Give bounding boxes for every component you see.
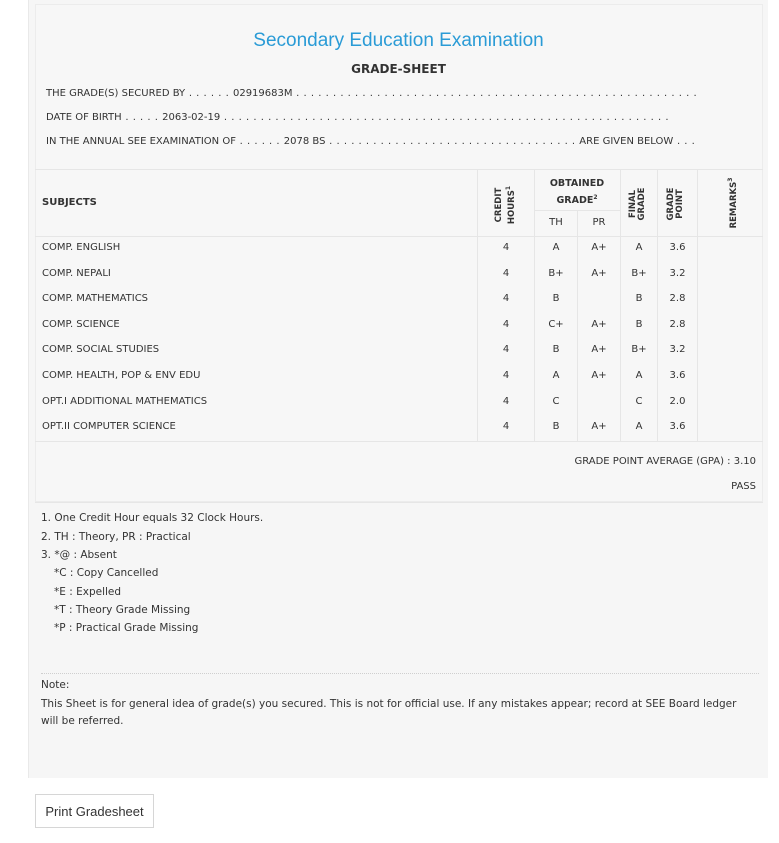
- cell-th: A: [552, 370, 560, 381]
- subjects-header: SUBJECTS: [42, 197, 97, 208]
- dob-label: DATE OF BIRTH: [46, 112, 122, 123]
- cell-credit: 4: [502, 396, 510, 407]
- credit-hours-header: [495, 178, 515, 232]
- result-status: PASS: [731, 481, 756, 492]
- exam-label: IN THE ANNUAL SEE EXAMINATION OF: [46, 136, 236, 147]
- cell-th: C+: [548, 319, 564, 330]
- subject-name: OPT.I ADDITIONAL MATHEMATICS: [42, 396, 208, 407]
- table-bottom-border: [35, 441, 763, 442]
- header-bottom-border: [35, 236, 763, 237]
- cell-credit: 4: [502, 268, 510, 279]
- th-header: TH: [549, 217, 563, 228]
- final-header-line2: GRADE: [637, 187, 647, 221]
- cell-final: B+: [631, 268, 647, 279]
- credit-header-line2-text: HOURS: [506, 190, 517, 225]
- subject-name: COMP. NEPALI: [42, 268, 111, 279]
- cell-gp: 3.6: [669, 370, 686, 381]
- gp-header-line2: POINT: [675, 189, 685, 219]
- cell-th: C: [552, 396, 560, 407]
- cell-th: B: [552, 293, 560, 304]
- remarks-header-text: REMARKS: [728, 181, 739, 229]
- legend-item: *T : Theory Grade Missing: [54, 604, 191, 616]
- obtained-header-line2-text: GRADE: [556, 195, 594, 207]
- cell-gp: 2.0: [669, 396, 686, 407]
- col-divider: [697, 169, 698, 441]
- subject-name: COMP. HEALTH, POP & ENV EDU: [42, 370, 201, 381]
- obtained-header-line1: OBTAINED: [549, 178, 605, 189]
- cell-credit: 4: [502, 242, 510, 253]
- secured-by-line: THE GRADE(S) SECURED BY . . . . . . 02919683M . . . . . . . . . . . . . . . . . . . . . . . . . . . . . . . . . . . . . . . . . . . . . . . . . . . . . . .: [46, 88, 698, 99]
- exam-year: 2078 BS: [283, 136, 326, 147]
- cell-th: A: [552, 242, 560, 253]
- obtained-header: [535, 177, 619, 208]
- cell-gp: 3.2: [669, 344, 686, 355]
- cell-final: A: [635, 421, 643, 432]
- final-grade-header: [629, 177, 649, 231]
- legend-item: *C : Copy Cancelled: [54, 567, 159, 579]
- grade-point-header: [667, 177, 687, 231]
- remarks-sup: 3: [727, 177, 734, 182]
- cell-pr: A+: [591, 421, 607, 432]
- gradesheet-panel: [28, 0, 768, 778]
- remarks-header: [726, 170, 738, 236]
- cell-th: B+: [548, 268, 564, 279]
- subject-name: COMP. MATHEMATICS: [42, 293, 149, 304]
- sheet-subtitle: GRADE-SHEET: [351, 62, 446, 76]
- print-gradesheet-button[interactable]: Print Gradesheet: [35, 794, 154, 828]
- credit-sup: 1: [505, 185, 512, 191]
- cell-final: A: [635, 242, 643, 253]
- subject-name: COMP. SOCIAL STUDIES: [42, 344, 160, 355]
- cell-credit: 4: [502, 319, 510, 330]
- cell-pr: A+: [591, 268, 607, 279]
- cell-final: C: [635, 396, 643, 407]
- legend-top-border: [35, 502, 763, 503]
- exam-title: Secondary Education Examination: [253, 30, 544, 51]
- cell-gp: 3.2: [669, 268, 686, 279]
- subject-name: COMP. ENGLISH: [42, 242, 121, 253]
- secured-by-label: THE GRADE(S) SECURED BY: [46, 88, 186, 99]
- gpa-value: 3.10: [733, 456, 756, 467]
- cell-pr: A+: [591, 242, 607, 253]
- final-header-line1: FINAL: [628, 189, 638, 219]
- gpa-line: [574, 456, 756, 467]
- legend-item: 3. *@ : Absent: [41, 549, 117, 561]
- cell-pr: A+: [591, 370, 607, 381]
- legend-item: *E : Expelled: [54, 586, 122, 598]
- credit-header-line2: [504, 178, 517, 232]
- cell-final: B: [635, 319, 643, 330]
- credit-header-line1: CREDIT: [494, 187, 504, 223]
- subject-name: COMP. SCIENCE: [42, 319, 120, 330]
- cell-credit: 4: [502, 370, 510, 381]
- exam-suffix: ARE GIVEN BELOW: [579, 136, 674, 147]
- cell-th: B: [552, 344, 560, 355]
- gp-header-line1: GRADE: [666, 187, 676, 221]
- cell-final: A: [635, 370, 643, 381]
- subject-name: OPT.II COMPUTER SCIENCE: [42, 421, 176, 432]
- dob-line: DATE OF BIRTH . . . . . 2063-02-19 . . . . . . . . . . . . . . . . . . . . . . . . . . . . . . . . . . . . . . . . . . . . . . . . . . . . . . . . . . . . .: [46, 112, 670, 123]
- cell-th: B: [552, 421, 560, 432]
- note-separator: [41, 673, 759, 674]
- symbol-number: 02919683M: [232, 88, 293, 99]
- gpa-label: GRADE POINT AVERAGE (GPA) :: [574, 456, 731, 467]
- cell-gp: 3.6: [669, 421, 686, 432]
- cell-credit: 4: [502, 344, 510, 355]
- table-top-border: [35, 169, 763, 170]
- legend-item: 2. TH : Theory, PR : Practical: [41, 531, 191, 543]
- note-text: This Sheet is for general idea of grade(s) you secured. This is not for official use. If any mistakes appear; record at SEE Board ledger will be referred.: [41, 698, 737, 727]
- cell-gp: 2.8: [669, 293, 686, 304]
- cell-final: B: [635, 293, 643, 304]
- note-label: Note:: [41, 679, 70, 691]
- cell-final: B+: [631, 344, 647, 355]
- cell-credit: 4: [502, 293, 510, 304]
- legend-item: *P : Practical Grade Missing: [54, 622, 199, 634]
- cell-gp: 3.6: [669, 242, 686, 253]
- cell-credit: 4: [502, 421, 510, 432]
- cell-pr: A+: [591, 344, 607, 355]
- cell-gp: 2.8: [669, 319, 686, 330]
- obtained-header-line2: [535, 191, 619, 208]
- exam-line: IN THE ANNUAL SEE EXAMINATION OF . . . . . . 2078 BS . . . . . . . . . . . . . . . . . . . . . . . . . . . . . . . . . . ARE GIVEN BELOW . . .: [46, 136, 696, 147]
- pr-header: PR: [592, 217, 606, 228]
- cell-pr: A+: [591, 319, 607, 330]
- legend-item: 1. One Credit Hour equals 32 Clock Hours.: [41, 512, 264, 524]
- obtained-sup: 2: [593, 194, 598, 201]
- dob-value: 2063-02-19: [162, 112, 221, 123]
